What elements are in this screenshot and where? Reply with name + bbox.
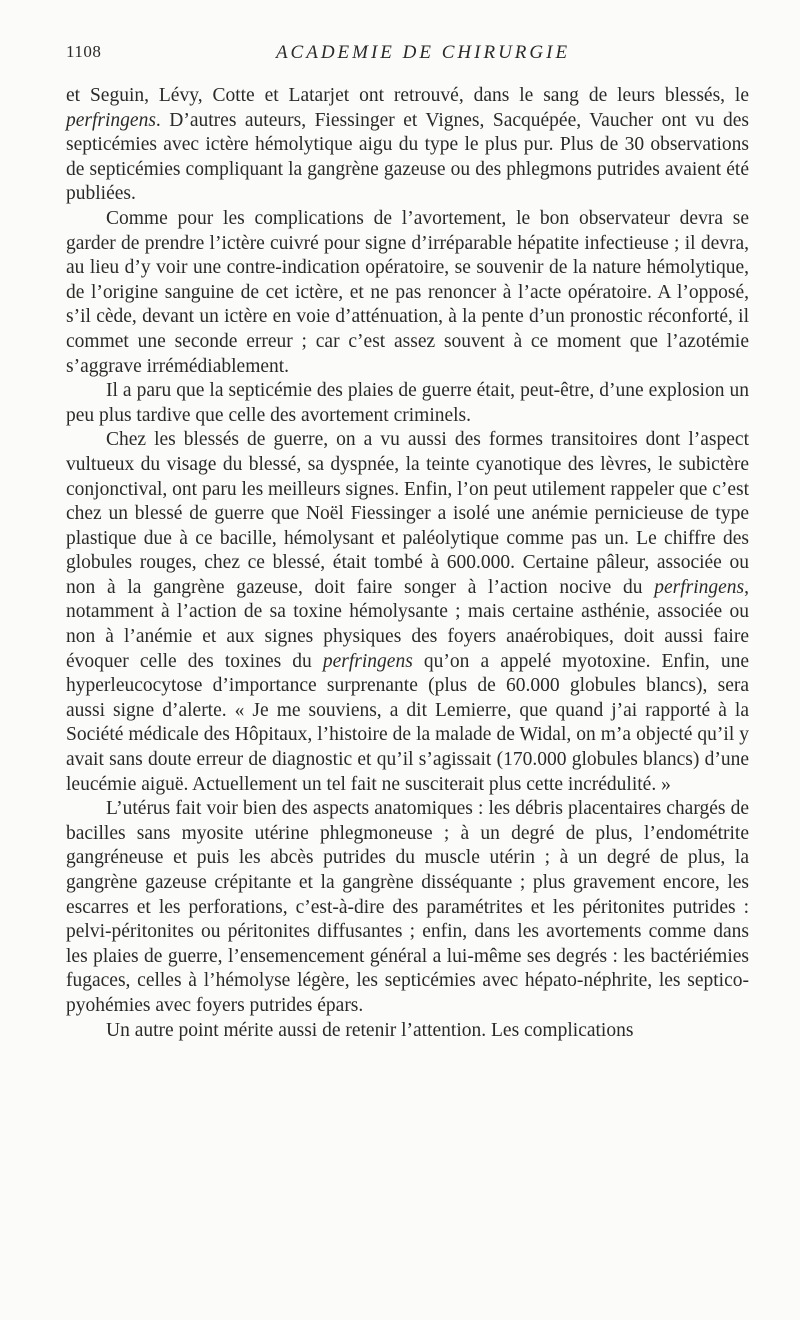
page-number: 1108: [66, 42, 102, 61]
text-run: qu’on a appelé myotoxine. Enfin, une hyperleucocytose d’importance surprenante (plus de 60.000 globules blancs), sera aussi signe d’alerte. « Je me souviens, a dit Lemierre, que quand j’ai rapporté à la Société médicale des Hôpitaux, l’histoire de la malade de Widal, on m’a objecté qu’il y avait sans doute erreur de diagnostic et qu’il s’agissait (170.000 globules blancs) d’une leucémie aiguë. Actuellement un tel fait ne susciterait plus cette incrédulité. »: [66, 650, 749, 795]
text-run: et Seguin, Lévy, Cotte et Latarjet ont retrouvé, dans le sang de leurs blessés, le: [66, 85, 749, 106]
paragraph: [66, 797, 749, 1018]
paragraph: [66, 84, 749, 207]
body-text: [66, 84, 749, 1043]
paragraph: [66, 207, 749, 379]
italic-term: perfringens: [66, 109, 156, 131]
text-run: Chez les blessés de guerre, on a vu aussi des formes transitoires dont l’aspect vultueux du visage du blessé, sa dyspnée, la teinte cyanotique des lèvres, le subictère conjonctival, ont paru les meilleurs signes. Enfin, l’on peut utilement rappeler que c’est chez un blessé de guerre que Noël Fiessinger a isolé une anémie pernicieuse de type plastique due à ce bacille, hémolysant et paléolytique comme pas un. Le chiffre des globules rouges, chez ce blessé, était tombé à 600.000. Certaine pâleur, associée ou non à la gangrène gazeuse, doit faire songer à l’action nocive du: [66, 429, 749, 598]
text-run: Un autre point mérite aussi de retenir l’attention. Les complications: [106, 1019, 634, 1041]
page-header: [66, 42, 750, 68]
text-run: L’utérus fait voir bien des aspects anatomiques : les débris placentaires chargés de bacilles sans myosite utérine phlegmoneuse ; à un degré de plus, l’endométrite gangréneuse et puis les abcès putrides du muscle utérin ; à un degré de plus, la gangrène gazeuse crépitante et la gangrène disséquante ; plus gravement encore, les escarres et les perforations, c’est-à-dire des paramétrites et les péritonites putrides : pelvi-péritonites ou péritonites diffusantes ; enfin, dans les avortements comme dans les plaies de guerre, l’ensemencement général a lui-même ses degrés : les bactériémies fugaces, celles à l’hémolyse légère, les septicémies avec hépato-néphrite, les septico-pyohémies avec foyers putrides épars.: [66, 798, 749, 1016]
italic-term: perfringens: [654, 576, 745, 598]
paragraph: [66, 1019, 749, 1044]
paragraph: [66, 379, 749, 428]
text-run: , notamment à l’action de sa toxine hémolysante ; mais certaine asthénie, associée ou non à l’anémie et aux signes physiques des foyers anaérobiques, doit aussi faire évoquer celle des toxines du: [66, 576, 749, 672]
text-run: Il a paru que la septicémie des plaies de guerre était, peut-être, d’une explosion un peu plus tardive que celle des avortement criminels.: [66, 380, 749, 426]
text-run: Comme pour les complications de l’avortement, le bon observateur devra se garder de prendre l’ictère cuivré pour signe d’irréparable hépatite infectieuse ; il devra, au lieu d’y voir une contre-indication opératoire, se souvenir de la nature hémolytique, de l’origine sanguine de cet ictère, et ne pas renoncer à l’acte opératoire. A l’opposé, s’il cède, devant un ictère en voie d’atténuation, à la pente d’un pronostic réconforté, il commet une seconde erreur ; car c’est assez souvent à ce moment que l’azotémie s’aggrave irrémédiablement.: [66, 207, 749, 377]
paragraph: [66, 428, 749, 797]
italic-term: perfringens: [322, 650, 413, 672]
running-head: ACADEMIE DE CHIRURGIE: [275, 42, 571, 63]
text-run: . D’autres auteurs, Fiessinger et Vignes, Sacquépée, Vaucher ont vu des septicémies avec ictère hémolytique aigu du type le plus pur. Plus de 30 observations de septicémies compliquant la gangrène gazeuse ou des phlegmons putrides avaient été publiées.: [66, 109, 749, 205]
